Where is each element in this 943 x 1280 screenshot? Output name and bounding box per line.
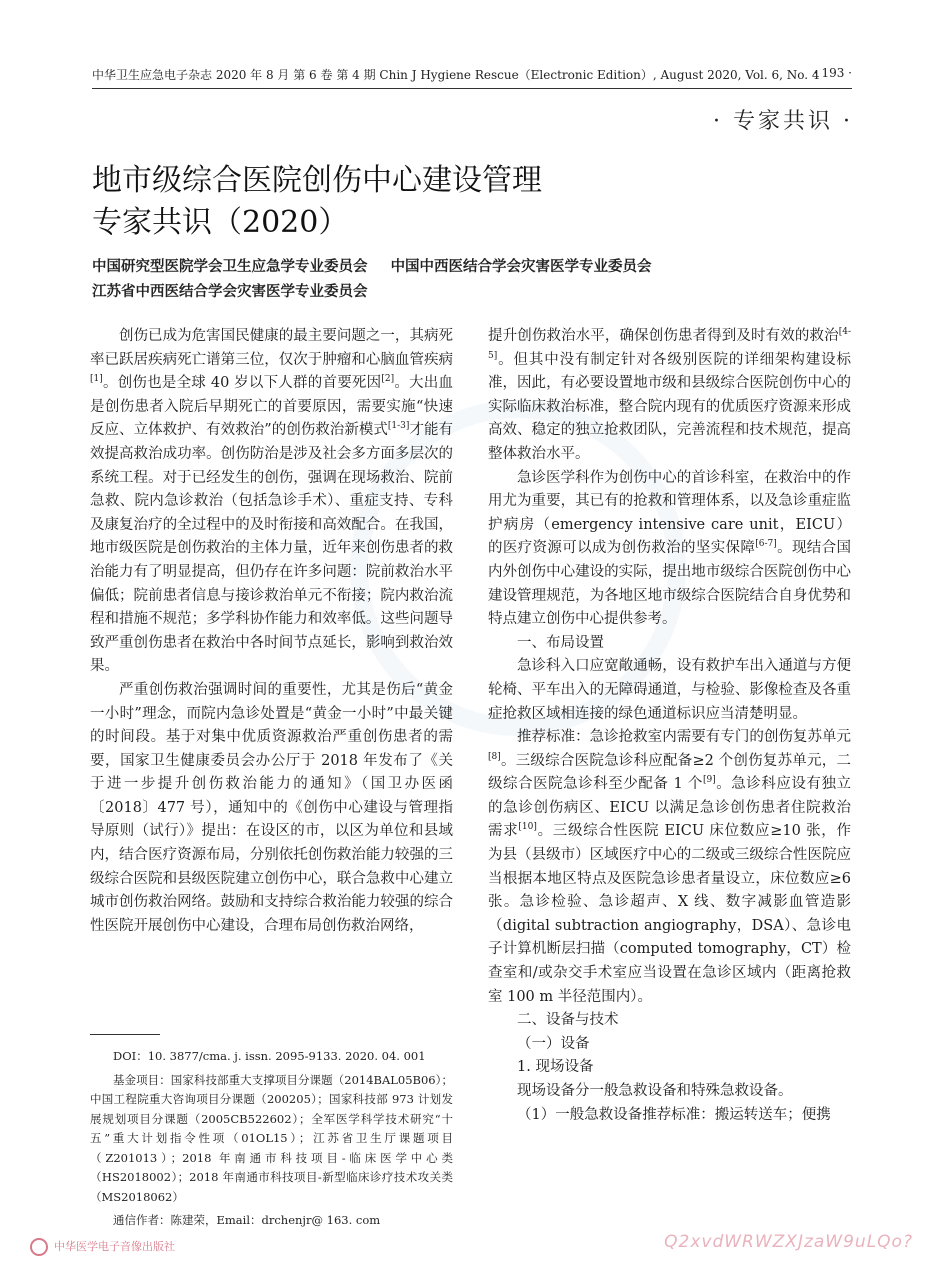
author-org: 中国研究型医院学会卫生应急学专业委员会: [92, 258, 368, 275]
paragraph: 创伤已成为危害国民健康的最主要问题之一，其病死率已跃居疾病死亡谱第三位，仅次于肿瘤和心脑血管疾病[1]。创伤也是全球 40 岁以下人群的首要死因[2]。大出血是创伤患者入院后早期死亡的首要原因，需要实施“快速反应、立体救护、有效救治”的创伤救治新模式[1-3]才能有效提高救治成功率。创伤防治是涉及社会多方面多层次的系统工程。对于已经发生的创伤，强调在现场救治、院前急救、院内急诊救治（包括急诊手术）、重症支持、专科及康复治疗的全过程中的及时衔接和高效配合。在我国，地市级医院是创伤救治的主体力量，近年来创伤患者的救治能力有了明显提高，但仍存在许多问题：院前救治水平偏低；院前患者信息与接诊救治单元不衔接；院内救治流程和措施不规范；多学科协作能力和效率低。这些问题导致严重创伤患者在救治中各时间节点延长，影响到救治效果。: [90, 328, 453, 675]
author-row: [92, 279, 852, 304]
paragraph: 急诊科入口应宽敞通畅，设有救护车出入通道与方便轮椅、平车出入的无障碍通道，与检验、影像检查及各重症抢救区域相连接的绿色通道标识应当清楚明显。: [488, 658, 851, 722]
paragraph: 严重创伤救治强调时间的重要性，尤其是伤后“黄金一小时”理念，而院内急诊处置是“黄金一小时”中最关键的时间段。基于对集中优质资源救治严重创伤患者的需要，国家卫生健康委员会办公厅于 2018 年发布了《关于进一步提升创伤救治能力的通知》（国卫办医函〔2018〕477 号），通知中的《创伤中心建设与管理指导原则（试行）》提出：在设区的市，以区为单位和县域内，结合医疗资源布局，分别依托创伤救治能力较强的三级综合医院和县级医院建立创伤中心，联合急救中心建立城市创伤救治网络。鼓励和支持综合救治能力较强的综合性医院开展创伤中心建设，合理布局创伤救治网络，: [90, 681, 453, 934]
author-org: 江苏省中西医结合学会灾害医学专业委员会: [92, 283, 368, 300]
paragraph: 提升创伤救治水平，确保创伤患者得到及时有效的救治[4-5]。但其中没有制定针对各级别医院的详细架构建设标准，因此，有必要设置地市级和县级综合医院创伤中心的实际临床救治标准，整合院内现有的优质医疗资源来形成高效、稳定的独立抢救团队，完善流程和技术规范，提高整体救治水平。: [488, 327, 851, 462]
section-heading: 二、设备与技术: [517, 1012, 619, 1029]
title-line-1: 地市级综合医院创伤中心建设管理: [92, 163, 542, 198]
citation-ref[interactable]: [9]: [702, 775, 716, 786]
title-line-2: 专家共识（2020）: [92, 205, 349, 240]
journal-citation: 中华卫生应急电子杂志 2020 年 8 月 第 6 卷 第 4 期 Chin J Hygiene Rescue（Electronic Edition）, August 2020, Vol. 6, No. 4: [92, 68, 820, 82]
doi[interactable]: DOI：10. 3877/cma. j. issn. 2095-9133. 2020. 04. 001: [113, 1049, 426, 1063]
footnotes: [90, 1034, 453, 1235]
publisher-name: 中华医学电子音像出版社: [54, 1240, 175, 1253]
page-number: · 193 ·: [813, 66, 852, 80]
subsection-heading: （一）设备: [517, 1035, 590, 1052]
author-row: [92, 254, 852, 279]
subsection-heading: 1. 现场设备: [517, 1059, 594, 1076]
right-column: [488, 325, 851, 1127]
author-list: [92, 254, 852, 304]
paragraph: （1）一般急救设备推荐标准：搬运转送车；便携: [517, 1106, 831, 1123]
paragraph: 推荐标准：急诊抢救室内需要有专门的创伤复苏单元[8]。三级综合医院急诊科应配备≥2 个创伤复苏单元，二级综合医院急诊科至少配备 1 个[9]。急诊科应设有独立的急诊创伤病区、EICU 以满足急诊创伤患者住院救治需求[10]。三级综合性医院 EICU 床位数应≥10 张，作为县（县级市）区域医疗中心的二级或三级综合性医院应当根据本地区特点及医院急诊患者量设立，床位数应≥6 张。急诊检验、急诊超声、X 线、数字减影血管造影（digital subtraction angiography，DSA）、急诊电子计算机断层扫描（computed tomography，CT）检查室和/或杂交手术室应当设置在急诊区域内（距离抢救室 100 m 半径范围内）。: [488, 729, 852, 1005]
section-heading: 一、布局设置: [517, 634, 604, 651]
citation-ref[interactable]: [10]: [518, 822, 537, 833]
paragraph: 急诊医学科作为创伤中心的首诊科室，在救治中的作用尤为重要，其已有的抢救和管理体系，以及急诊重症监护病房（emergency intensive care unit，EICU）的医疗资源可以成为创伤救治的坚实保障[6-7]。现结合国内外创伤中心建设的实际，提出地市级综合医院创伤中心建设管理规范，为各地区地市级综合医院结合自身优势和特点建立创伤中心提供参考。: [488, 469, 852, 628]
paragraph: 现场设备分一般急救设备和特殊急救设备。: [517, 1083, 793, 1099]
citation-ref[interactable]: [2]: [381, 374, 395, 385]
citation-ref[interactable]: [6-7]: [755, 539, 777, 550]
citation-ref[interactable]: [1]: [90, 374, 103, 385]
publisher-mark-icon: [30, 1238, 48, 1256]
running-head: [92, 66, 852, 89]
watermark-code: Q2xvdWRWZXJzaW9uLQo?: [664, 1232, 913, 1252]
citation-ref[interactable]: [8]: [488, 751, 501, 762]
corresponding-author: 通信作者：陈建荣，Email：drchenjr@ 163. com: [113, 1213, 381, 1227]
funding-note: 基金项目：国家科技部重大支撑项目分课题（2014BAL05B06）；中国工程院重大咨询项目分课题（200205）；国家科技部 973 计划发展规划项目分课题（2005CB522602）；全军医学科学技术研究“十五”重大计划指令性项（01OL15）；江苏省卫生厅课题项目（Z201013）；2018 年南通市科技项目-临床医学中心类（HS2018002）；2018 年南通市科技项目-新型临床诊疗技术攻关类（MS2018062）: [90, 1072, 453, 1204]
section-tag: · 专家共识 ·: [713, 109, 853, 134]
publisher-logo: [30, 1238, 175, 1256]
article-title: [92, 160, 792, 244]
left-column: [90, 325, 453, 938]
author-org: 中国中西医结合学会灾害医学专业委员会: [390, 258, 652, 275]
citation-ref[interactable]: [1-3]: [387, 421, 410, 432]
citation-ref[interactable]: [4-5]: [488, 327, 851, 361]
footnote-divider: [90, 1034, 160, 1035]
